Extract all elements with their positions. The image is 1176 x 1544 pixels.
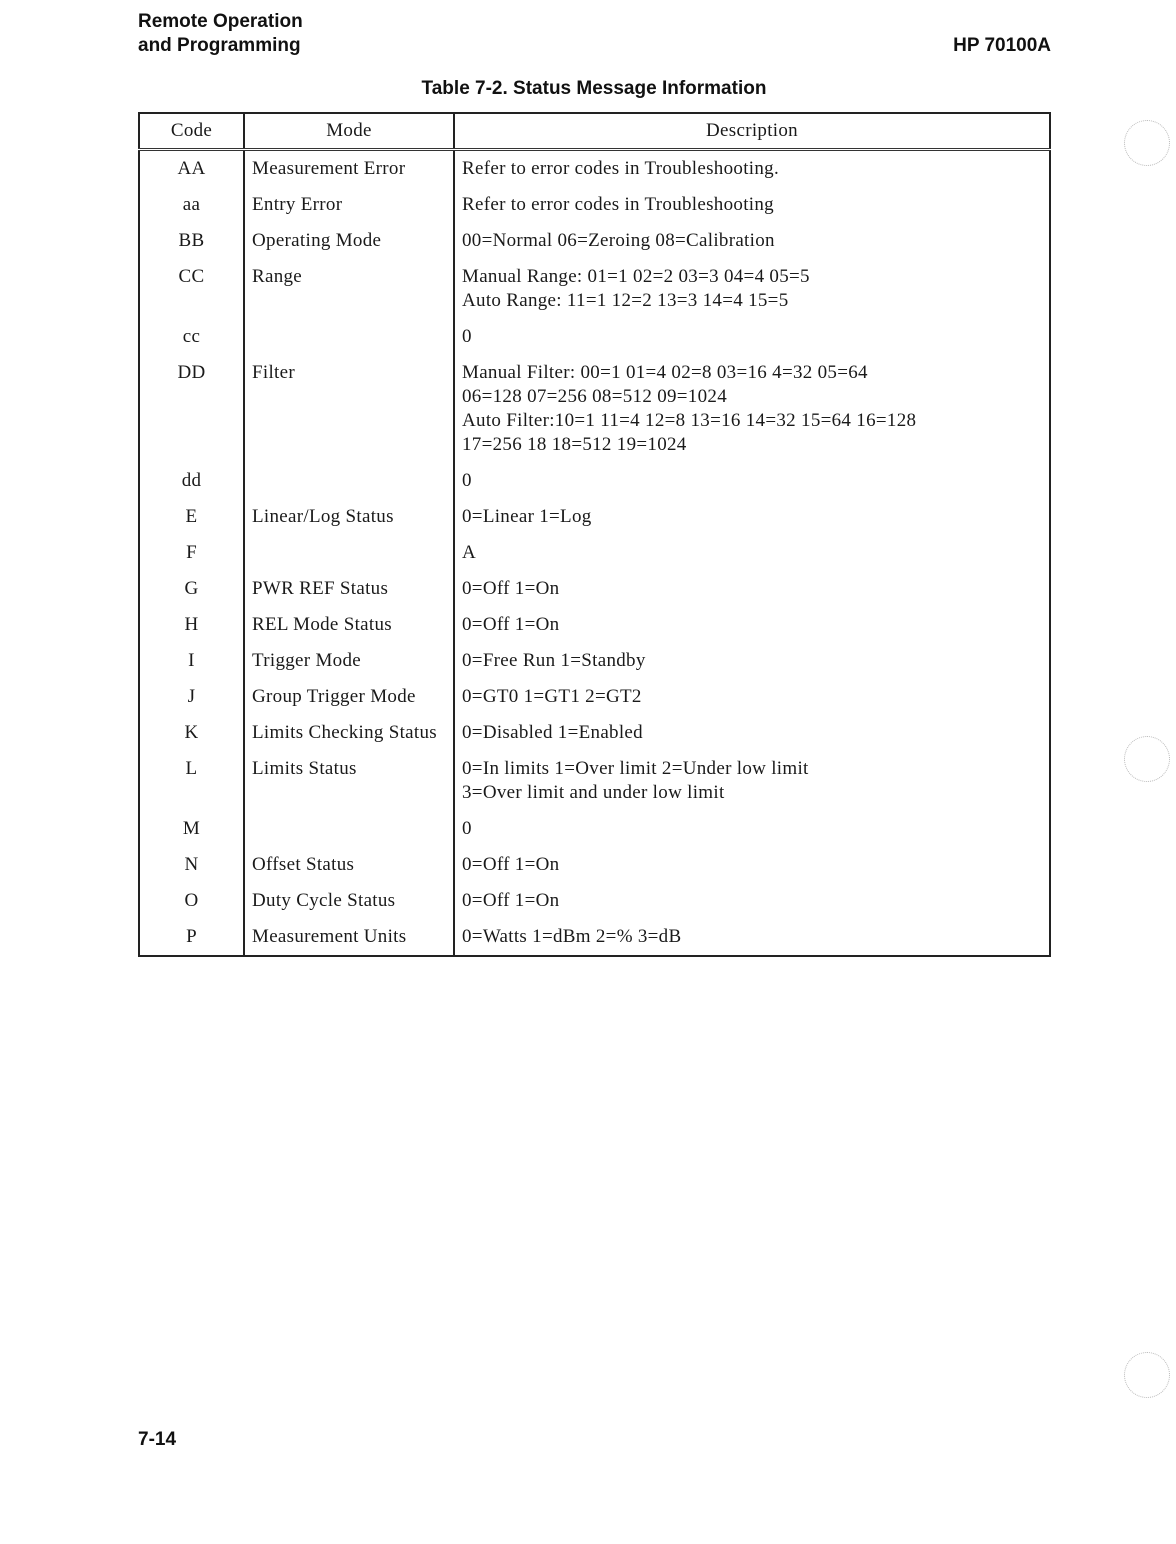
mode-cell	[244, 461, 454, 497]
code-cell: aa	[182, 194, 201, 215]
code-cell: L	[185, 758, 198, 779]
description-cell: Manual Range: 01=1 02=2 03=3 04=4 05=5 Auto Range: 11=1 12=2 13=3 14=4 15=5	[454, 257, 1050, 317]
mode-cell: Measurement Units	[244, 917, 454, 956]
status-message-table	[138, 112, 1051, 957]
description-cell: 0=Off 1=On	[454, 881, 1050, 917]
description-cell: 0=Linear 1=Log	[454, 497, 1050, 533]
table-row	[139, 641, 1050, 677]
column-header-code: Code	[139, 113, 244, 150]
description-cell: Manual Filter: 00=1 01=4 02=8 03=16 4=32 05=64 06=128 07=256 08=512 09=1024 Auto Filter:10=1 11=4 12=8 13=16 14=32 15=64 16=128 17=256 18 18=512 19=1024	[454, 353, 1050, 461]
table-row	[139, 569, 1050, 605]
description-cell: 0=Watts 1=dBm 2=% 3=dB	[454, 917, 1050, 956]
mode-cell: Linear/Log Status	[244, 497, 454, 533]
description-cell: A	[454, 533, 1050, 569]
description-cell: 00=Normal 06=Zeroing 08=Calibration	[454, 221, 1050, 257]
table-row	[139, 845, 1050, 881]
table-row	[139, 461, 1050, 497]
table-row	[139, 221, 1050, 257]
mode-cell	[244, 317, 454, 353]
description-cell: 0	[454, 461, 1050, 497]
code-cell: J	[187, 686, 196, 707]
table-row	[139, 713, 1050, 749]
mode-cell: Limits Status	[244, 749, 454, 809]
section-title-line2: and Programming	[138, 35, 301, 56]
table-row	[139, 605, 1050, 641]
punch-hole	[1124, 120, 1170, 166]
mode-cell: Filter	[244, 353, 454, 461]
table-row	[139, 353, 1050, 461]
description-cell: 0	[454, 317, 1050, 353]
mode-cell: Measurement Error	[244, 150, 454, 186]
model-number: HP 70100A	[953, 35, 1051, 56]
table-row	[139, 533, 1050, 569]
description-cell: 0=In limits 1=Over limit 2=Under low limit 3=Over limit and under low limit	[454, 749, 1050, 809]
description-cell: 0=Off 1=On	[454, 605, 1050, 641]
mode-cell: Group Trigger Mode	[244, 677, 454, 713]
code-cell: P	[186, 926, 197, 947]
code-cell: CC	[178, 266, 205, 287]
mode-cell	[244, 809, 454, 845]
mode-cell: Limits Checking Status	[244, 713, 454, 749]
mode-cell	[244, 533, 454, 569]
description-cell: 0=GT0 1=GT1 2=GT2	[454, 677, 1050, 713]
table-row	[139, 749, 1050, 809]
code-cell: BB	[178, 230, 205, 251]
table-body	[139, 150, 1050, 957]
punch-hole	[1124, 1352, 1170, 1398]
code-cell: H	[184, 614, 199, 635]
column-header-description: Description	[454, 113, 1050, 150]
mode-cell: REL Mode Status	[244, 605, 454, 641]
table-row	[139, 881, 1050, 917]
code-cell: DD	[177, 362, 206, 383]
punch-hole	[1124, 736, 1170, 782]
mode-cell: Duty Cycle Status	[244, 881, 454, 917]
code-cell: M	[182, 818, 201, 839]
code-cell: G	[184, 578, 199, 599]
table-row	[139, 257, 1050, 317]
table-row	[139, 809, 1050, 845]
description-cell: 0	[454, 809, 1050, 845]
mode-cell: Offset Status	[244, 845, 454, 881]
table-row	[139, 317, 1050, 353]
table-title: Table 7-2. Status Message Information	[421, 78, 767, 99]
table-row	[139, 497, 1050, 533]
description-cell: Refer to error codes in Troubleshooting.	[454, 150, 1050, 186]
column-header-mode: Mode	[244, 113, 454, 150]
section-title-line1: Remote Operation	[138, 11, 303, 32]
code-cell: N	[184, 854, 199, 875]
table-row	[139, 185, 1050, 221]
code-cell: I	[188, 650, 195, 671]
description-cell: 0=Free Run 1=Standby	[454, 641, 1050, 677]
mode-cell: Entry Error	[244, 185, 454, 221]
description-cell: 0=Disabled 1=Enabled	[454, 713, 1050, 749]
code-cell: K	[184, 722, 199, 743]
section-header	[138, 10, 303, 58]
description-cell: Refer to error codes in Troubleshooting	[454, 185, 1050, 221]
description-cell: 0=Off 1=On	[454, 569, 1050, 605]
table-row	[139, 677, 1050, 713]
mode-cell: PWR REF Status	[244, 569, 454, 605]
mode-cell: Operating Mode	[244, 221, 454, 257]
table-header-row	[139, 113, 1050, 150]
code-cell: cc	[182, 326, 201, 347]
code-cell: O	[184, 890, 199, 911]
description-cell: 0=Off 1=On	[454, 845, 1050, 881]
table-row	[139, 150, 1050, 186]
mode-cell: Trigger Mode	[244, 641, 454, 677]
table-row	[139, 917, 1050, 956]
code-cell: F	[186, 542, 197, 563]
mode-cell: Range	[244, 257, 454, 317]
code-cell: dd	[181, 470, 202, 491]
page-number: 7-14	[138, 1429, 177, 1450]
code-cell: E	[185, 506, 198, 527]
code-cell: AA	[177, 158, 206, 179]
